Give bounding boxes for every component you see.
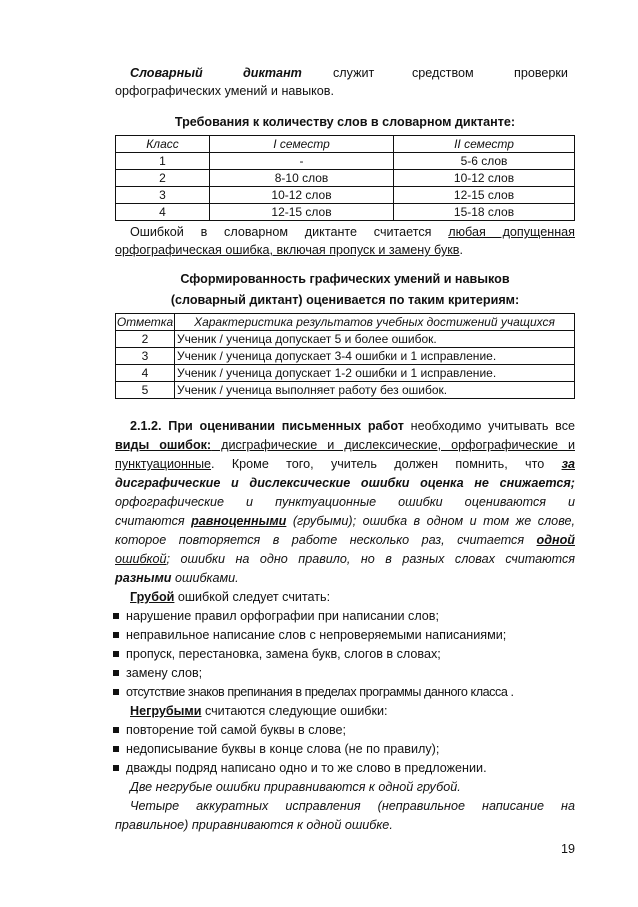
bullet-icon <box>113 746 119 752</box>
section-line-5: орфографические и пунктуационные ошибки оцениваются и <box>115 495 575 509</box>
list-item-text: дважды подряд написано одно и то же слово в предложении. <box>126 761 487 775</box>
section-line-1 <box>115 419 575 434</box>
intro-word-1: Словарный <box>130 66 203 80</box>
bullet-icon <box>113 651 119 657</box>
section-text: равноценными <box>191 514 287 528</box>
table2-cell: Ученик / ученица допускает 1-2 ошибки и 1 исправление. <box>175 365 575 382</box>
table1-header-sem1: I семестр <box>210 136 394 153</box>
section-line-4: дисграфические и дислексические ошибки оценка не снижается; <box>115 476 575 490</box>
section-line-3 <box>115 457 575 472</box>
section-line-8 <box>115 552 575 567</box>
table1-cell: 15-18 слов <box>394 204 575 221</box>
error-line-2 <box>115 243 575 258</box>
table1-title: Требования к количеству слов в словарном диктанте: <box>174 115 516 129</box>
table1-header-sem2: II семестр <box>394 136 575 153</box>
table1-cell: 12-15 слов <box>210 204 394 221</box>
list-item <box>113 628 573 643</box>
section-text: дисграфические и дислексические, орфографические и <box>211 438 575 452</box>
table1-cell: 5-6 слов <box>394 153 575 170</box>
error-text: Ошибкой в словарном диктанте считается <box>130 225 449 239</box>
intro-line-2: орфографических умений и навыков. <box>115 84 334 98</box>
bullet-icon <box>113 765 119 771</box>
table1-cell: 3 <box>116 187 210 204</box>
intro-word-2: диктант <box>243 66 302 80</box>
list-item <box>113 761 573 776</box>
gross-text: ошибкой следует считать: <box>174 590 331 604</box>
closing-line-1: Две негрубые ошибки приравниваются к одной грубой. <box>130 780 461 794</box>
error-line-1 <box>115 225 575 240</box>
table1-cell: 8-10 слов <box>210 170 394 187</box>
error-underlined: любая допущенная <box>448 225 575 239</box>
minor-lead <box>115 704 575 719</box>
table2-title-2: (словарный диктант) оценивается по таким критериям: <box>170 293 520 307</box>
list-item-text: неправильное написание слов с непроверяемыми написаниями; <box>126 628 507 642</box>
section-text: пунктуационные <box>115 457 212 471</box>
table1-cell: 4 <box>116 204 210 221</box>
gross-lead <box>115 590 575 605</box>
table1-cell: 12-15 слов <box>394 187 575 204</box>
closing-line-3: правильное) приравниваются к одной ошибке. <box>115 818 393 832</box>
bullet-icon <box>113 670 119 676</box>
table-row <box>116 204 575 221</box>
table1-cell: 2 <box>116 170 210 187</box>
section-text: необходимо учитывать все <box>403 419 576 433</box>
section-text: которое повторяется в работе несколько раз, считается <box>115 533 537 547</box>
section-line-6 <box>115 514 575 529</box>
closing-text: Четыре аккуратных исправления (неправильное написание на <box>130 799 575 813</box>
list-item-text: нарушение правил орфографии при написании слов; <box>126 609 439 623</box>
gross-label: Грубой <box>130 590 175 604</box>
table2-title-1: Сформированность графических умений и навыков <box>180 272 510 286</box>
table2-cell: Ученик / ученица выполняет работу без ошибок. <box>175 382 575 399</box>
intro-word-3: служит <box>333 66 375 80</box>
section-text: за <box>561 457 575 471</box>
section-text: (грубыми); ошибка в одном и том же слове, <box>286 514 575 528</box>
table-grading-criteria <box>115 313 575 399</box>
section-line-2 <box>115 438 575 453</box>
table2-cell: 5 <box>116 382 175 399</box>
list-item <box>113 685 573 700</box>
table1-cell: - <box>210 153 394 170</box>
table-row <box>116 331 575 348</box>
section-text: ; ошибки на одно правило, но в разных словах считаются <box>166 552 575 566</box>
section-line-7 <box>115 533 575 548</box>
intro-word-5: проверки <box>514 66 568 80</box>
bullet-icon <box>113 632 119 638</box>
list-item <box>113 647 573 662</box>
intro-word-4: средством <box>412 66 474 80</box>
section-text: ошибками. <box>171 571 239 585</box>
table1-cell: 10-12 слов <box>394 170 575 187</box>
bullet-icon <box>113 613 119 619</box>
table-word-requirements <box>115 135 575 221</box>
table-row <box>116 153 575 170</box>
table-row <box>116 382 575 399</box>
error-dot: . <box>459 243 463 257</box>
closing-line-2 <box>115 799 575 814</box>
section-heading: 2.1.2. При оценивании письменных работ <box>130 419 404 433</box>
table2-cell: Ученик / ученица допускает 3-4 ошибки и 1 исправление. <box>175 348 575 365</box>
list-item-text: замену слов; <box>126 666 203 680</box>
list-item <box>113 666 573 681</box>
table1-cell: 1 <box>116 153 210 170</box>
table2-cell: 4 <box>116 365 175 382</box>
table2-cell: Ученик / ученица допускает 5 и более ошибок. <box>175 331 575 348</box>
table1-cell: 10-12 слов <box>210 187 394 204</box>
table2-cell: 3 <box>116 348 175 365</box>
table2-header-grade: Отметка <box>116 315 174 329</box>
bullet-icon <box>113 727 119 733</box>
list-item-text: пропуск, перестановка, замена букв, слогов в словах; <box>126 647 441 661</box>
section-text: считаются <box>115 514 192 528</box>
table1-header-class: Класс <box>116 136 210 153</box>
table-row <box>116 187 575 204</box>
list-item <box>113 609 573 624</box>
section-text: ошибкой <box>115 552 167 566</box>
minor-text: считаются следующие ошибки: <box>201 704 388 718</box>
list-item <box>113 723 573 738</box>
table-row <box>116 348 575 365</box>
table-row <box>116 170 575 187</box>
minor-label: Негрубыми <box>130 704 202 718</box>
section-line-9 <box>115 571 575 586</box>
error-underlined-2: орфографическая ошибка, включая пропуск и замену букв <box>115 243 460 257</box>
page-number: 19 <box>561 842 576 856</box>
section-error-types: виды ошибок: <box>115 438 212 452</box>
section-text: разными <box>115 571 172 585</box>
table-row <box>116 365 575 382</box>
section-text: одной <box>536 533 575 547</box>
list-item-text: недописывание буквы в конце слова (не по правилу); <box>126 742 440 756</box>
list-item-text: повторение той самой буквы в слове; <box>126 723 347 737</box>
list-item-text: отсутствие знаков препинания в пределах программы данного класса . <box>126 685 514 699</box>
bullet-icon <box>113 689 119 695</box>
table2-cell: 2 <box>116 331 175 348</box>
list-item <box>113 742 573 757</box>
table2-header-characteristic: Характеристика результатов учебных достижений учащихся <box>175 314 575 331</box>
section-text: . Кроме того, учитель должен помнить, что <box>211 457 562 471</box>
